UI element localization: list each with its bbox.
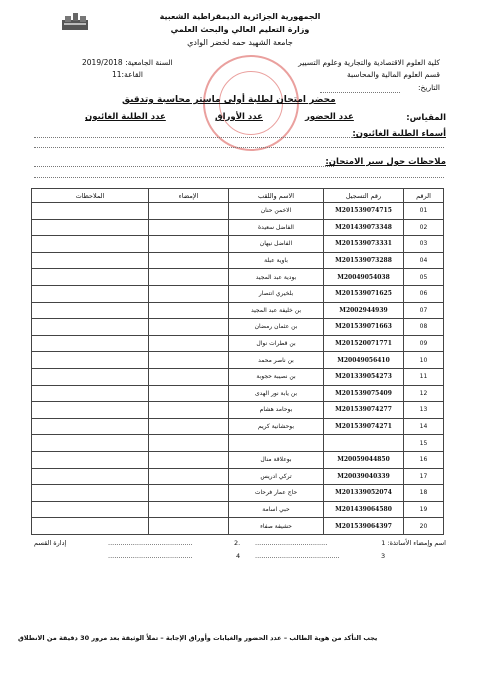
row-number: 12: [404, 385, 444, 402]
registration-number: M201339054273: [324, 368, 404, 385]
table-row: [32, 335, 444, 352]
notes-cell: [32, 501, 149, 518]
notes-cell: [32, 285, 149, 302]
student-name: بن يابة نور الهدى: [229, 385, 324, 402]
department-label: قسم العلوم المالية والمحاسبة: [347, 70, 440, 79]
student-name: بن قطرات نوال: [229, 335, 324, 352]
table-row: [32, 352, 444, 369]
invigilators-label: اسم وإمضاء الأساتذة: 1: [381, 539, 446, 547]
student-name: حشيفة صفاء: [229, 518, 324, 535]
registration-number: M201439064580: [324, 501, 404, 518]
date-label: التاريخ:: [418, 83, 440, 92]
notes-cell: [32, 319, 149, 336]
row-number: 19: [404, 501, 444, 518]
table-header-row: [32, 189, 444, 203]
faculty-label: كلية العلوم الاقتصادية والتجارية وعلوم التسيير: [298, 58, 440, 67]
table-row: [32, 219, 444, 236]
signature-cell: [149, 252, 229, 269]
registration-number: M201539073288: [324, 252, 404, 269]
notes-cell: [32, 252, 149, 269]
invigilator-2-number: 2.: [234, 539, 241, 547]
notes-cell: [32, 302, 149, 319]
registration-number: M201539074271: [324, 418, 404, 435]
registration-number: M20059044850: [324, 451, 404, 468]
student-name: تركي ادريس: [229, 468, 324, 485]
row-number: 13: [404, 402, 444, 419]
signature-cell: [149, 485, 229, 502]
signature-cell: [149, 385, 229, 402]
notes-cell: [32, 236, 149, 253]
row-number: 03: [404, 236, 444, 253]
student-name: بلخيري انتصار: [229, 285, 324, 302]
signature-cell: [149, 352, 229, 369]
notes-cell: [32, 368, 149, 385]
row-number: 10: [404, 352, 444, 369]
notes-cell: [32, 468, 149, 485]
row-number: 15: [404, 435, 444, 452]
university-logo: [60, 10, 90, 32]
table-row: [32, 451, 444, 468]
notes-dotline-1: [34, 166, 334, 167]
row-number: 04: [404, 252, 444, 269]
signature-cell: [149, 285, 229, 302]
table-row: [32, 501, 444, 518]
table-row: [32, 418, 444, 435]
row-number: 09: [404, 335, 444, 352]
date-dotline: [320, 92, 400, 93]
student-name: بودية عبد المجيد: [229, 269, 324, 286]
student-name: الفاضل سعيدة: [229, 219, 324, 236]
registration-number: M201539071625: [324, 285, 404, 302]
col-number-header: الرقم: [404, 189, 444, 203]
signature-cell: [149, 435, 229, 452]
table-row: [32, 518, 444, 535]
signature-cell: [149, 468, 229, 485]
registration-number: M201539064397: [324, 518, 404, 535]
document-title: محضر امتحان لطلبة أولى ماستر محاسبة وتدقيق: [122, 95, 336, 105]
room-number: القاعة:11: [112, 70, 144, 79]
row-number: 05: [404, 269, 444, 286]
table-row: [32, 368, 444, 385]
registration-number: M20039040339: [324, 468, 404, 485]
col-notes-header: الملاحظات: [32, 189, 149, 203]
student-name: حاج عمار فرحات: [229, 485, 324, 502]
invigilator-4-dots: .........................................: [108, 552, 193, 560]
table-row: [32, 435, 444, 452]
signature-cell: [149, 269, 229, 286]
registration-number: M201539075409: [324, 385, 404, 402]
notes-cell: [32, 435, 149, 452]
notes-cell: [32, 418, 149, 435]
academic-year: السنة الجامعية: 2019/2018: [82, 58, 173, 67]
notes-cell: [32, 335, 149, 352]
registration-number: M201439073348: [324, 219, 404, 236]
student-name: باوية عبلة: [229, 252, 324, 269]
row-number: 08: [404, 319, 444, 336]
absent-count-label: عدد الطلبة الغائبون: [85, 112, 166, 122]
student-name: بن عثمان رمضان: [229, 319, 324, 336]
registration-number: M201339052074: [324, 485, 404, 502]
student-name: الفاضل نيهان: [229, 236, 324, 253]
subject-label: المقياس:: [406, 113, 446, 123]
notes-label: ملاحظات حول سير الامتحان:: [325, 157, 446, 167]
signature-cell: [149, 451, 229, 468]
table-row: [32, 269, 444, 286]
row-number: 20: [404, 518, 444, 535]
student-name: حبي اسامة: [229, 501, 324, 518]
ministry-title: وزارة التعليم العالي والبحث العلمي: [170, 25, 310, 34]
attendance-label: عدد الحضور: [305, 112, 354, 122]
notes-cell: [32, 518, 149, 535]
footer-note: يجب التأكد من هوية الطالب – عدد الحضور والغيابات وأوراق الإجابة – تملأ الوثيقة بعد مرور 30 دقيقة من الانطلاق: [18, 634, 378, 642]
row-number: 06: [404, 285, 444, 302]
table-row: [32, 319, 444, 336]
row-number: 07: [404, 302, 444, 319]
notes-dotline-2: [34, 177, 444, 178]
notes-cell: [32, 269, 149, 286]
notes-cell: [32, 203, 149, 220]
row-number: 14: [404, 418, 444, 435]
registration-number: M201539071663: [324, 319, 404, 336]
notes-cell: [32, 485, 149, 502]
absent-names-label: أسماء الطلبة الغائبون:: [352, 129, 446, 139]
invigilator-3-number: 3: [381, 552, 386, 560]
student-name: بن نصيبة حجوبة: [229, 368, 324, 385]
notes-cell: [32, 352, 149, 369]
registration-number: M20049054038: [324, 269, 404, 286]
registration-number: M201539074715: [324, 203, 404, 220]
table-row: [32, 252, 444, 269]
table-row: [32, 236, 444, 253]
attendance-table: [31, 188, 444, 535]
student-name: بوعلاقة منال: [229, 451, 324, 468]
papers-label: عدد الأوراق: [215, 112, 263, 122]
table-row: [32, 203, 444, 220]
table-row: [32, 302, 444, 319]
row-number: 02: [404, 219, 444, 236]
row-number: 18: [404, 485, 444, 502]
col-registration-header: رقم التسجيل: [324, 189, 404, 203]
registration-number: M2002944939: [324, 302, 404, 319]
republic-title: الجمهورية الجزائرية الديمقراطية الشعبية: [159, 12, 321, 21]
signature-cell: [149, 203, 229, 220]
absent-dotline-2: [34, 147, 444, 148]
signature-cell: [149, 319, 229, 336]
registration-number: M201539074277: [324, 402, 404, 419]
student-name: بن ناصر محمد: [229, 352, 324, 369]
invigilator-2-dots: .........................................: [108, 539, 193, 547]
notes-cell: [32, 402, 149, 419]
student-name: [229, 435, 324, 452]
signature-cell: [149, 518, 229, 535]
row-number: 16: [404, 451, 444, 468]
signature-cell: [149, 402, 229, 419]
table-row: [32, 385, 444, 402]
invigilator-4-number: 4: [236, 552, 241, 560]
notes-cell: [32, 385, 149, 402]
signature-cell: [149, 418, 229, 435]
registration-number: [324, 435, 404, 452]
table-row: [32, 468, 444, 485]
signature-cell: [149, 219, 229, 236]
col-signature-header: الإمضاء: [149, 189, 229, 203]
notes-cell: [32, 451, 149, 468]
registration-number: M201539073331: [324, 236, 404, 253]
row-number: 01: [404, 203, 444, 220]
signature-cell: [149, 501, 229, 518]
table-row: [32, 402, 444, 419]
notes-cell: [32, 219, 149, 236]
signature-cell: [149, 335, 229, 352]
department-admin-label: إدارة القسم: [34, 539, 67, 547]
registration-number: M201520071771: [324, 335, 404, 352]
table-row: [32, 485, 444, 502]
signature-cell: [149, 302, 229, 319]
student-name: الاخمن حنان: [229, 203, 324, 220]
registration-number: M20049056410: [324, 352, 404, 369]
signature-cell: [149, 236, 229, 253]
student-name: بوحشانية كريم: [229, 418, 324, 435]
col-name-header: الاسم واللقب: [229, 189, 324, 203]
row-number: 17: [404, 468, 444, 485]
signature-cell: [149, 368, 229, 385]
invigilator-1-dots: ...................................: [255, 539, 328, 547]
university-title: جامعة الشهيد حمه لخضر الوادي: [187, 38, 293, 47]
student-name: بوحامد هشام: [229, 402, 324, 419]
invigilator-3-dots: .........................................: [255, 552, 340, 560]
student-name: بن خليفة عبد المجيد: [229, 302, 324, 319]
table-row: [32, 285, 444, 302]
absent-dotline-1: [34, 137, 354, 138]
row-number: 11: [404, 368, 444, 385]
